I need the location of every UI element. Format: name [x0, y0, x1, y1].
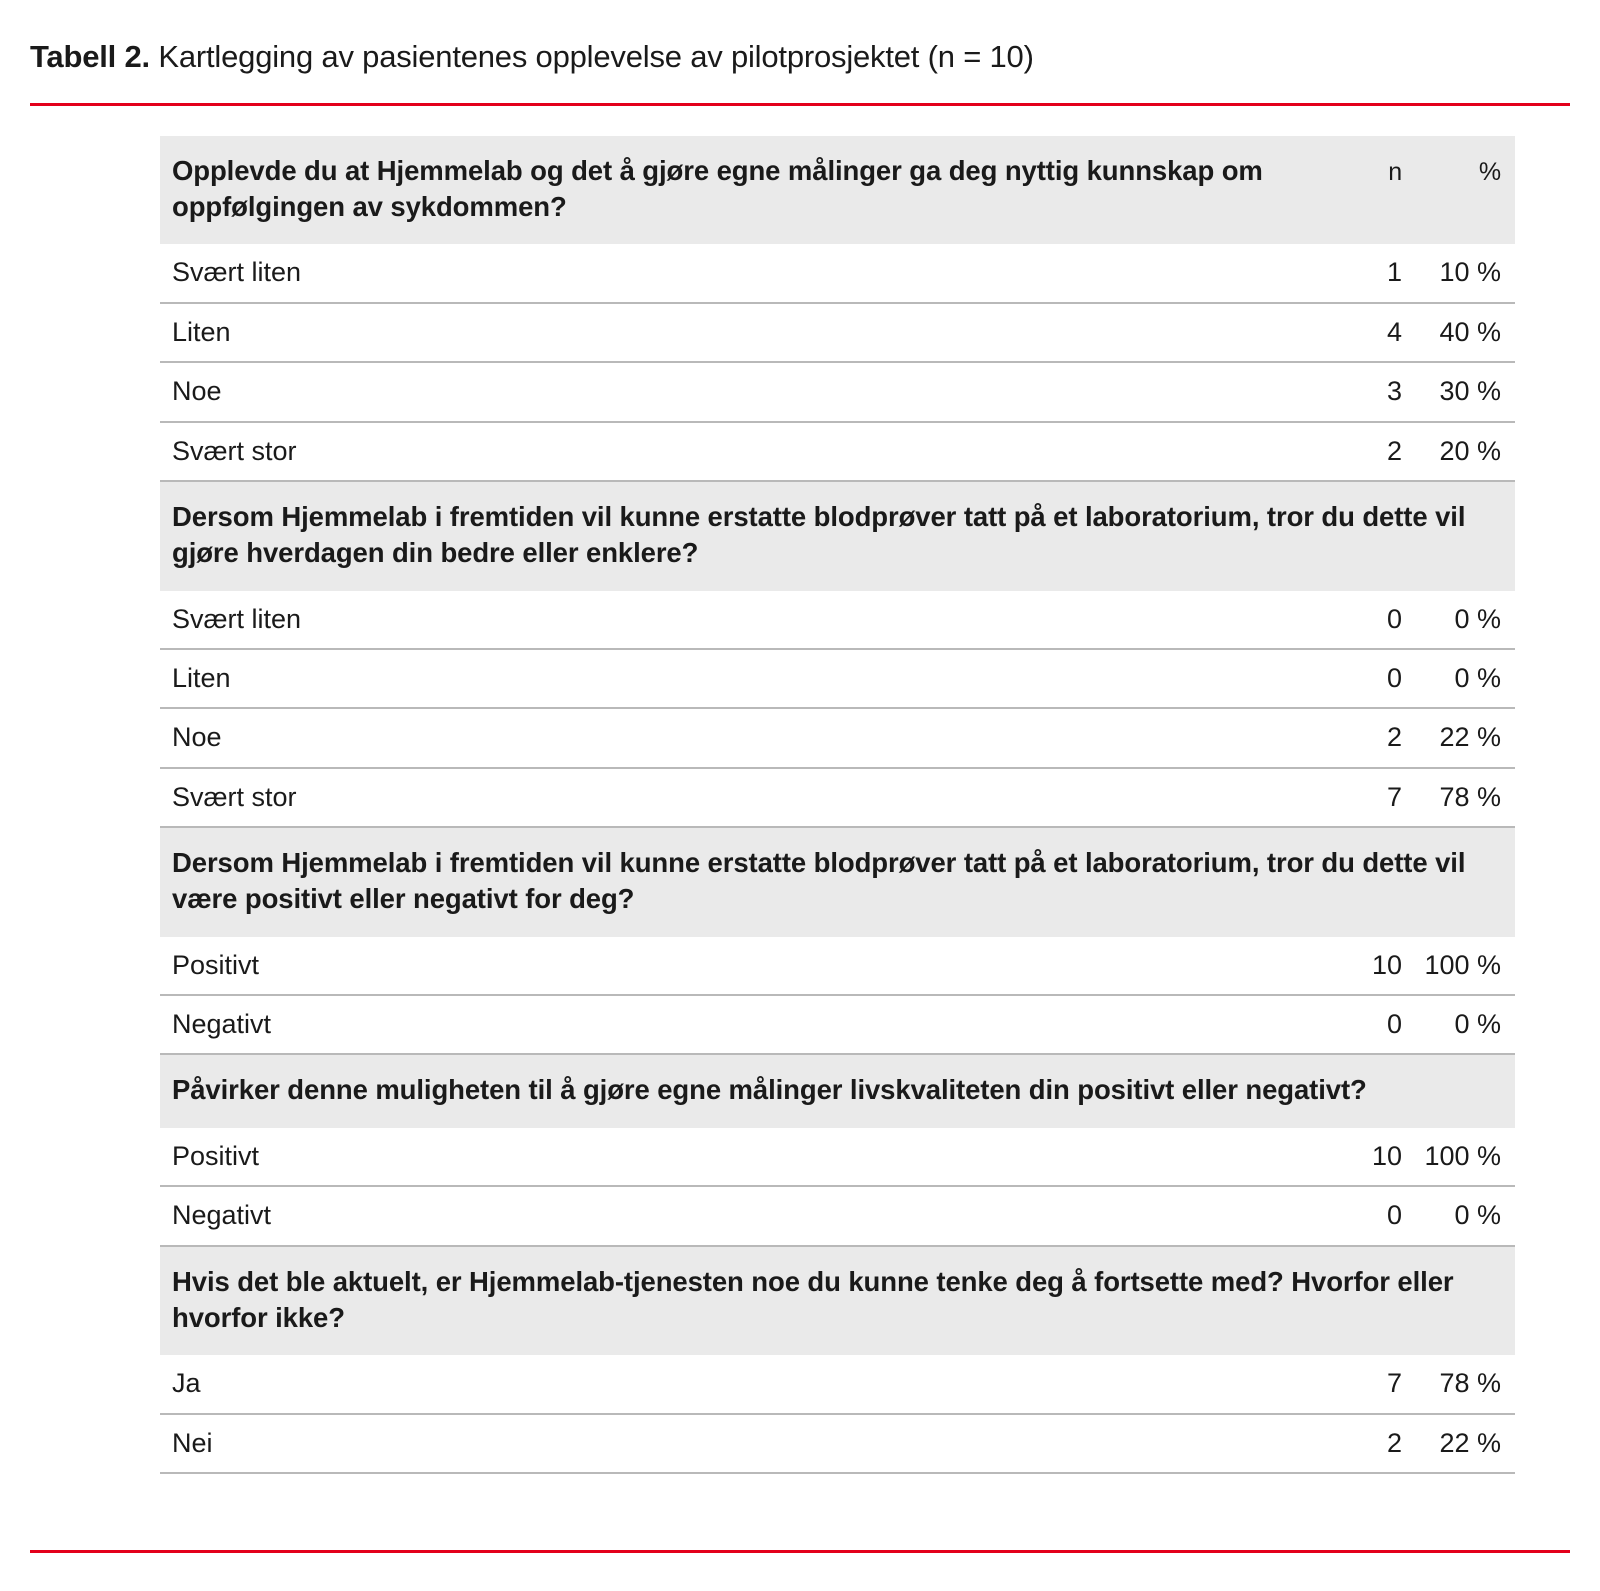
row-percent: 0 % [1410, 591, 1515, 649]
row-label: Liten [160, 649, 1315, 708]
section-header-row [160, 1246, 1515, 1356]
row-n: 2 [1315, 1414, 1410, 1473]
row-percent: 22 % [1410, 708, 1515, 767]
section-question: Hvis det ble aktuelt, er Hjemmelab-tjenesten noe du kunne tenke deg å fortsette med? Hvorfor eller hvorfor ikke? [160, 1246, 1515, 1356]
row-percent: 78 % [1410, 768, 1515, 827]
table-row [160, 995, 1515, 1054]
row-n: 2 [1315, 422, 1410, 481]
table-row [160, 303, 1515, 362]
table-row [160, 591, 1515, 649]
row-n: 10 [1315, 937, 1410, 995]
row-n: 2 [1315, 708, 1410, 767]
row-n: 7 [1315, 1355, 1410, 1413]
row-percent: 100 % [1410, 937, 1515, 995]
row-label: Svært stor [160, 422, 1315, 481]
table-row [160, 708, 1515, 767]
table-row [160, 1186, 1515, 1245]
row-percent: 40 % [1410, 303, 1515, 362]
row-label: Svært liten [160, 591, 1315, 649]
column-header-n: n [1315, 136, 1410, 245]
row-percent: 0 % [1410, 995, 1515, 1054]
row-label: Positivt [160, 1128, 1315, 1186]
row-percent: 20 % [1410, 422, 1515, 481]
row-n: 0 [1315, 995, 1410, 1054]
row-label: Noe [160, 362, 1315, 421]
section-header-row [160, 481, 1515, 591]
row-n: 0 [1315, 649, 1410, 708]
table-row [160, 244, 1515, 302]
row-percent: 0 % [1410, 1186, 1515, 1245]
survey-table [160, 136, 1515, 1474]
column-header-percent: % [1410, 136, 1515, 245]
section-header-row [160, 136, 1515, 245]
table-container [0, 106, 1600, 1474]
row-n: 10 [1315, 1128, 1410, 1186]
row-n: 7 [1315, 768, 1410, 827]
row-percent: 78 % [1410, 1355, 1515, 1413]
table-row [160, 768, 1515, 827]
survey-table-body [160, 136, 1515, 1473]
table-row [160, 937, 1515, 995]
row-label: Nei [160, 1414, 1315, 1473]
row-percent: 0 % [1410, 649, 1515, 708]
table-caption-text: Kartlegging av pasientenes opplevelse av pilotprosjektet (n = 10) [149, 39, 1034, 74]
table-caption-label: Tabell 2. [30, 39, 150, 74]
section-question: Dersom Hjemmelab i fremtiden vil kunne erstatte blodprøver tatt på et laboratorium, tror du dette vil gjøre hverdagen din bedre eller enklere? [160, 481, 1515, 591]
row-label: Negativt [160, 1186, 1315, 1245]
row-percent: 10 % [1410, 244, 1515, 302]
row-percent: 100 % [1410, 1128, 1515, 1186]
table-row [160, 1355, 1515, 1413]
bottom-rule [30, 1550, 1570, 1553]
row-percent: 30 % [1410, 362, 1515, 421]
row-n: 1 [1315, 244, 1410, 302]
section-question: Dersom Hjemmelab i fremtiden vil kunne erstatte blodprøver tatt på et laboratorium, tror du dette vil være positivt eller negativt for deg? [160, 827, 1515, 937]
row-label: Svært stor [160, 768, 1315, 827]
row-label: Ja [160, 1355, 1315, 1413]
row-percent: 22 % [1410, 1414, 1515, 1473]
bottom-rule-container [0, 1550, 1600, 1553]
row-label: Svært liten [160, 244, 1315, 302]
section-question: Påvirker denne muligheten til å gjøre egne målinger livskvaliteten din positivt eller negativt? [160, 1054, 1515, 1127]
section-header-row [160, 827, 1515, 937]
table-row [160, 362, 1515, 421]
row-label: Noe [160, 708, 1315, 767]
row-n: 0 [1315, 1186, 1410, 1245]
table-row [160, 1414, 1515, 1473]
row-label: Positivt [160, 937, 1315, 995]
table-row [160, 649, 1515, 708]
row-n: 0 [1315, 591, 1410, 649]
row-label: Liten [160, 303, 1315, 362]
section-question: Opplevde du at Hjemmelab og det å gjøre egne målinger ga deg nyttig kunnskap om oppfølgingen av sykdommen? [160, 136, 1315, 245]
row-label: Negativt [160, 995, 1315, 1054]
section-header-row [160, 1054, 1515, 1127]
row-n: 4 [1315, 303, 1410, 362]
table-caption [0, 0, 1600, 77]
row-n: 3 [1315, 362, 1410, 421]
table-row [160, 1128, 1515, 1186]
table-row [160, 422, 1515, 481]
